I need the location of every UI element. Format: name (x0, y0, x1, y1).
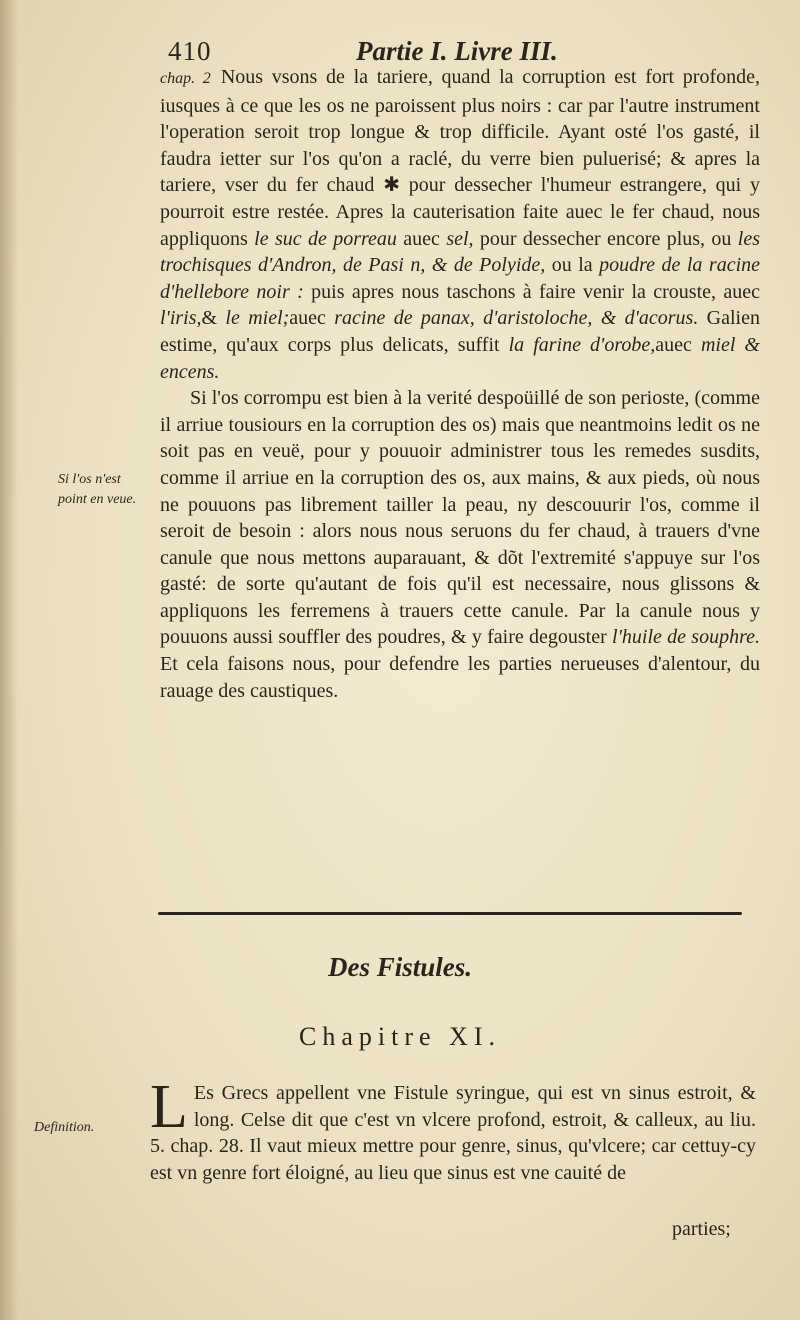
margin-note-definition: Definition. (34, 1120, 95, 1135)
text-run: Nous vsons de la tariere, quand la corruption est fort profonde, iusques à ce que les os ne paroissent plus noirs : car par l'autre instrument l'operation seroit trop longue & trop difficile. Ayant osté l'os gasté, il faudra ietter sur l'os qu'on a raclé, du verre bien puluerisé; & apres la tariere, vser du fer chaud (160, 66, 760, 197)
text-run: Si l'os corrompu est bien à la verité despoüillé de son perioste, (comme il arriue tousiours en la corruption des os) mais que neantmoins ledit os ne soit pas en veuë, pour y pouuoir administrer tous les remedes susdits, comme il arriue en la corruption des os, aux mains, & aux pieds, où nous ne pouuons pas librement tailler la peau, ny descouurir l'os, comme il seroit de besoin : alors nous nous seruons du fer chaud, à trauers d'vne canule que nous mettons auparauant, & dõt l'extremité s'appuye sur l'os gasté: de sorte qu'autant de fois qu'il est necessaire, nous glissons & appliquons les ferremens à trauers cette canule. Par la canule nous y pouuons aussi souffler des poudres, & y faire degouster (160, 387, 760, 649)
text-run: , pour dessecher encore plus, ou (468, 227, 738, 250)
page-edge-shadow (0, 0, 18, 1320)
italic-run: poudre de la racine d'hellebore noir : (160, 254, 761, 303)
italic-run: sinus, (516, 1135, 563, 1158)
italic-run: miel & encens. (160, 333, 760, 383)
text-run: 5. (150, 1135, 171, 1158)
italic-run: vlcere; (591, 1135, 647, 1158)
chapter-text (150, 1073, 757, 1186)
text-run: Galien estime, qu'aux corps plus delicats, suffit (160, 307, 760, 356)
text-run: & (201, 307, 226, 330)
text-run: auec (655, 333, 701, 356)
italic-run: le miel; (225, 307, 290, 330)
text-run: puis apres nous taschons à faire venir la crouste, auec (303, 280, 760, 303)
text-run: 28. Il vaut mieux mettre pour genre, (213, 1135, 517, 1158)
text-run: car cettuy-cy est vn genre fort éloigné, au lieu que sinus est vne cauité de (150, 1135, 757, 1184)
chapter-reference: chap. 2 (160, 70, 211, 87)
italic-run: syringue, (456, 1082, 530, 1104)
section-rule (158, 912, 742, 915)
italic-run: la farine d'orobe, (508, 333, 656, 356)
italic-run: l'iris, (160, 307, 202, 330)
italic-run: liu. (729, 1108, 756, 1131)
paragraph-2-runs (160, 387, 760, 702)
paragraph-1-runs (160, 66, 760, 383)
chapter-heading: Chapitre XI. (299, 1022, 501, 1051)
body-text (160, 64, 760, 704)
italic-run: chap. (170, 1135, 214, 1158)
italic-run: les trochisques d'Andron, de Pasi n, & de Polyide, (160, 227, 760, 277)
text-run: auec (396, 227, 447, 250)
italic-run: sel (446, 227, 469, 250)
paragraph-1 (160, 64, 760, 385)
text-run: ✱ (383, 174, 400, 197)
page-number: 410 (168, 36, 212, 66)
running-title: Partie I. Livre III. (356, 36, 558, 66)
italic-run: racine de panax, d'aristoloche, & d'acorus. (334, 307, 699, 330)
catchword: parties; (672, 1218, 731, 1240)
drop-cap: L (150, 1073, 188, 1141)
margin-note-os-veue: Si l'os n'est point en veue. (58, 472, 137, 507)
chapter-text-runs (150, 1073, 757, 1184)
paragraph-2 (160, 385, 760, 704)
text-run: qu' (562, 1135, 592, 1158)
italic-run: l'huile de souphre. (612, 626, 761, 649)
text-run: ou la (545, 254, 600, 277)
text-run: auec (289, 307, 335, 330)
italic-run: le suc de porreau (254, 227, 397, 250)
text-run: Et cela faisons nous, pour defendre les parties nerueuses d'alentour, du rauage des caustiques. (160, 653, 760, 702)
text-run: Es Grecs appellent vne Fistule (193, 1082, 457, 1104)
text-run: qui est vn sinus estroit, & long. Celse dit que c'est vn vlcere profond, estroit, & calleux, au (193, 1082, 756, 1131)
text-run: pour dessecher l'humeur estrangere, qui y pourroit estre restée. Apres la cauterisation faite auec le fer chaud, nous appliquons (160, 174, 761, 250)
section-title: Des Fistules. (327, 952, 473, 982)
